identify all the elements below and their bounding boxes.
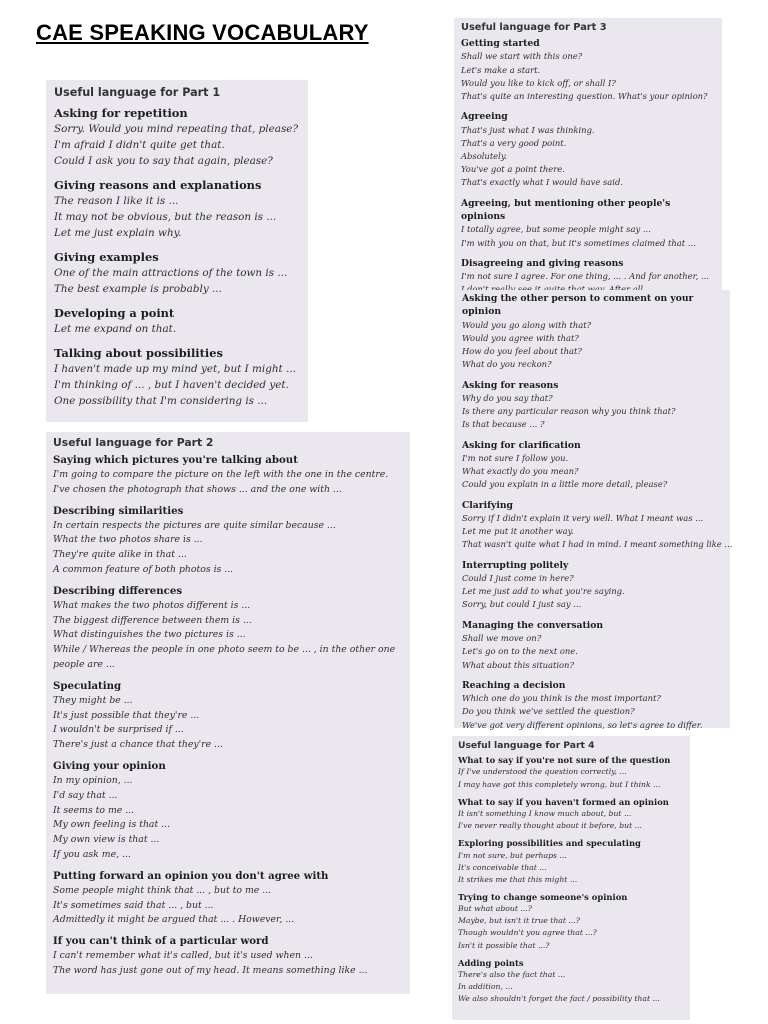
- section: [461, 37, 715, 103]
- section-heading: Asking for repetition: [54, 106, 188, 120]
- phrase-line: Would you like to kick off, or shall I?: [461, 77, 616, 88]
- section: [53, 504, 403, 578]
- phrase-line: Could I just come in here?: [462, 573, 574, 584]
- section-heading: Giving examples: [54, 250, 159, 264]
- phrase-line: I wouldn't be surprised if ...: [53, 724, 184, 736]
- section-heading: Talking about possibilities: [54, 346, 223, 360]
- part3-panel-continued: [454, 290, 733, 730]
- phrase-line: Absolutely.: [461, 151, 508, 162]
- section: [462, 439, 723, 492]
- phrase-line: In my opinion, ...: [53, 774, 133, 786]
- phrase-line: Sorry, but could I just say ...: [462, 599, 582, 610]
- phrase-line: One possibility that I'm considering is ...: [54, 395, 268, 407]
- phrase-line: My own view is that ...: [53, 834, 160, 846]
- part2-panel: [46, 432, 410, 994]
- phrase-line: The best example is probably ...: [54, 283, 222, 295]
- section-heading: Getting started: [461, 38, 540, 49]
- phrase-line: It's sometimes said that ... , but ...: [53, 899, 214, 911]
- phrase-line: Sorry. Would you mind repeating that, please?: [54, 123, 299, 135]
- part4-heading: Useful language for Part 4: [458, 740, 595, 751]
- phrase-line: They're quite alike in that ...: [53, 549, 187, 561]
- phrase-line: If I've understood the question correctly, ...: [458, 767, 627, 777]
- phrase-line: How do you feel about that?: [462, 346, 582, 357]
- section: [53, 453, 403, 498]
- phrase-line: I may have got this completely wrong, but I think ...: [458, 779, 661, 789]
- page-title: CAE SPEAKING VOCABULARY: [36, 20, 369, 45]
- section: [462, 499, 733, 552]
- section-heading: Agreeing, but mentioning other people's opinions: [461, 197, 671, 223]
- phrase-line: What about this situation?: [462, 659, 574, 670]
- phrase-line: The reason I like it is ...: [54, 195, 179, 207]
- section-heading: Agreeing: [461, 111, 508, 123]
- phrase-line: Let's make a start.: [461, 64, 541, 75]
- phrase-line: That's a very good point.: [461, 137, 567, 148]
- phrase-line: Would you agree with that?: [462, 333, 579, 344]
- part4-sections: [458, 754, 684, 1005]
- phrase-line: I'm not sure, but perhaps ...: [458, 850, 567, 860]
- phrase-line: Is there any particular reason why you think that?: [462, 406, 676, 417]
- section: [461, 110, 715, 189]
- part4-panel: [452, 736, 690, 1020]
- phrase-line: The biggest difference between them is ...: [53, 614, 252, 626]
- section-heading: If you can't think of a particular word: [53, 935, 269, 948]
- part1-panel: [46, 80, 308, 422]
- section: [53, 869, 403, 928]
- section: [462, 559, 723, 612]
- section: [54, 345, 300, 409]
- section: [462, 619, 723, 672]
- phrase-line: It isn't something I know much about, but ...: [458, 809, 632, 818]
- phrase-line: Let me expand on that.: [54, 323, 177, 335]
- phrase-line: Could I ask you to say that again, please?: [54, 155, 273, 167]
- phrase-line: That's exactly what I would have said.: [461, 177, 623, 188]
- section-heading: Developing a point: [54, 306, 175, 320]
- section-heading: Managing the conversation: [462, 619, 604, 631]
- phrase-line: Maybe, but isn't it true that ...?: [458, 916, 580, 926]
- section: [458, 754, 684, 791]
- section-heading: What to say if you're not sure of the question: [458, 755, 671, 765]
- phrase-line: I haven't made up my mind yet, but I might ...: [54, 363, 296, 375]
- phrase-line: Which one do you think is the most important?: [462, 693, 661, 704]
- section-heading: Describing differences: [53, 584, 183, 597]
- phrase-line: It seems to me ...: [53, 804, 135, 816]
- phrase-line: I'm not sure I follow you.: [462, 453, 569, 464]
- section: [53, 759, 403, 863]
- phrase-line: I've chosen the photograph that shows ... and the one with ...: [53, 483, 342, 495]
- section-heading: Giving your opinion: [53, 759, 166, 772]
- section: [462, 379, 723, 432]
- section: [458, 837, 684, 886]
- phrase-line: You've got a point there.: [461, 164, 565, 175]
- phrase-line: I totally agree, but some people might say ...: [461, 224, 651, 235]
- phrase-line: It strikes me that this might ...: [458, 874, 578, 884]
- section-heading: Reaching a decision: [462, 679, 566, 691]
- phrase-line: Do you think we've settled the question?: [462, 706, 635, 717]
- section-heading: Exploring possibilities and speculating: [458, 838, 641, 849]
- phrase-line: It may not be obvious, but the reason is ...: [54, 211, 277, 223]
- phrase-line: If you ask me, ...: [53, 848, 131, 860]
- phrase-line: It's just possible that they're ...: [53, 709, 200, 721]
- section-heading: Speculating: [53, 679, 122, 692]
- part2-sections: [53, 453, 403, 979]
- section-heading: Asking for clarification: [462, 439, 581, 451]
- section: [458, 796, 684, 833]
- phrase-line: Let me put it another way.: [462, 526, 574, 537]
- section-heading: Trying to change someone's opinion: [458, 891, 628, 902]
- phrase-line: Isn't it possible that ...?: [458, 940, 550, 950]
- phrase-line: I've never really thought about it before, but ...: [458, 821, 642, 831]
- section: [461, 197, 715, 250]
- phrase-line: Admittedly it might be argued that ... . However, ...: [53, 914, 295, 926]
- part3-heading: Useful language for Part 3: [461, 22, 607, 33]
- phrase-line: What makes the two photos different is ...: [53, 599, 251, 611]
- phrase-line: Let me just explain why.: [54, 227, 182, 239]
- section-heading: Asking for reasons: [462, 379, 559, 391]
- phrase-line: But what about ...?: [458, 904, 532, 914]
- phrase-line: One of the main attractions of the town is ...: [54, 267, 288, 279]
- phrase-line: That's just what I was thinking.: [461, 124, 595, 135]
- part3-sections-top: [461, 37, 715, 297]
- phrase-line: Some people might think that ... , but to me ...: [53, 884, 272, 896]
- phrase-line: Shall we move on?: [462, 633, 542, 644]
- phrase-line: Would you go along with that?: [462, 319, 592, 330]
- phrase-line: What the two photos share is ...: [53, 534, 203, 546]
- section-heading: Saying which pictures you're talking about: [53, 454, 298, 466]
- phrase-line: That wasn't quite what I had in mind. I meant something like ...: [462, 539, 733, 550]
- phrase-line: There's just a chance that they're ...: [53, 739, 223, 751]
- section-heading: Putting forward an opinion you don't agree with: [53, 869, 329, 882]
- section: [53, 934, 403, 979]
- phrase-line: Sorry if I didn't explain it very well. What I meant was ...: [462, 513, 704, 524]
- section: [462, 679, 723, 732]
- phrase-line: Why do you say that?: [462, 393, 553, 404]
- part2-heading: Useful language for Part 2: [53, 436, 214, 449]
- phrase-line: We've got very different opinions, so let's agree to differ.: [462, 719, 703, 730]
- phrase-line: I'm thinking of ... , but I haven't decided yet.: [54, 379, 289, 391]
- phrase-line: We also shouldn't forget the fact / possibility that ...: [458, 994, 660, 1004]
- phrase-line: They might be ...: [53, 694, 133, 706]
- part1-sections: [54, 105, 300, 409]
- section: [53, 679, 403, 753]
- section-heading: Disagreeing and giving reasons: [461, 257, 624, 269]
- phrase-line: I'm not sure I agree. For one thing, ... . And for another, ...: [461, 271, 709, 282]
- phrase-line: In certain respects the pictures are quite similar because ...: [53, 519, 336, 531]
- phrase-line: While / Whereas the people in one photo seem to be ... , in the other one people are ...: [53, 644, 396, 670]
- phrase-line: What distinguishes the two pictures is ...: [53, 629, 246, 641]
- phrase-line: The word has just gone out of my head. It means something like ...: [53, 964, 368, 976]
- phrase-line: A common feature of both photos is ...: [53, 563, 234, 575]
- phrase-line: I'd say that ...: [53, 789, 118, 801]
- phrase-line: My own feeling is that ...: [53, 819, 171, 831]
- section-heading: What to say if you haven't formed an opinion: [458, 796, 669, 807]
- phrase-line: Could you explain in a little more detail, please?: [462, 479, 668, 490]
- section: [54, 105, 300, 169]
- phrase-line: Is that because ... ?: [462, 419, 545, 430]
- phrase-line: What exactly do you mean?: [462, 466, 579, 477]
- part3-panel: [454, 18, 722, 290]
- phrase-line: I can't remember what it's called, but it's used when ...: [53, 950, 313, 962]
- section-heading: Asking the other person to comment on your opinion: [462, 293, 694, 318]
- phrase-line: There's also the fact that ...: [458, 970, 566, 980]
- section-heading: Giving reasons and explanations: [54, 178, 262, 192]
- section: [462, 292, 723, 372]
- section-heading: Interrupting politely: [462, 559, 569, 571]
- section: [54, 177, 300, 241]
- section: [458, 957, 684, 1006]
- section: [53, 584, 403, 673]
- phrase-line: That's quite an interesting question. What's your opinion?: [461, 91, 708, 102]
- phrase-line: What do you reckon?: [462, 359, 552, 370]
- phrase-line: In addition, ...: [458, 982, 513, 992]
- phrase-line: I'm going to compare the picture on the left with the one in the centre.: [53, 469, 389, 480]
- phrase-line: I'm afraid I didn't quite get that.: [54, 139, 225, 151]
- phrase-line: I'm with you on that, but it's sometimes claimed that ...: [461, 237, 696, 248]
- part1-heading: Useful language for Part 1: [54, 86, 221, 99]
- section: [458, 891, 684, 952]
- part3-sections-bottom: [462, 292, 733, 732]
- phrase-line: Let's go on to the next one.: [462, 646, 578, 657]
- section: [54, 305, 300, 337]
- phrase-line: Let me just add to what you're saying.: [462, 586, 625, 597]
- section: [54, 249, 300, 297]
- section-heading: Adding points: [458, 957, 524, 968]
- section-heading: Clarifying: [462, 499, 513, 511]
- phrase-line: It's conceivable that ...: [458, 862, 547, 872]
- section-heading: Describing similarities: [53, 504, 184, 517]
- phrase-line: Though wouldn't you agree that ...?: [458, 928, 597, 938]
- phrase-line: Shall we start with this one?: [461, 51, 583, 62]
